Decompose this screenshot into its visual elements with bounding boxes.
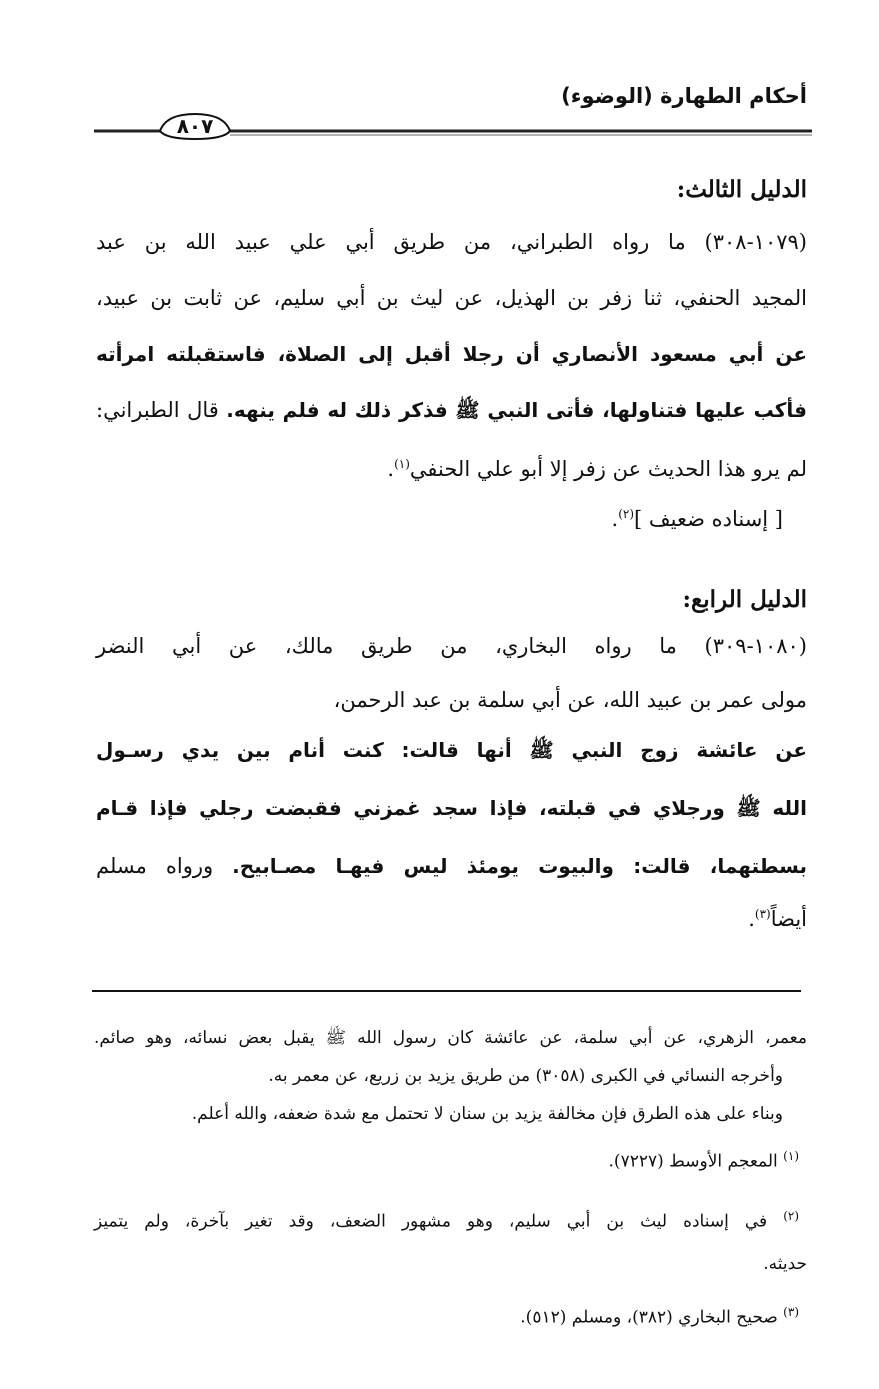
commentary-line xyxy=(387,444,807,484)
footnote-mark: (٣) xyxy=(783,1305,799,1319)
hadith-chain-line: (١٠٨٠-٣٠٩) ما رواه البخاري، من طريق مالك، عن أبي النضر xyxy=(96,634,807,658)
footnote-text: في إسناده ليث بن أبي سليم، وهو مشهور الضعف، وقد تغير بآخرة، ولم يتميز xyxy=(94,1211,768,1232)
footnote-3 xyxy=(520,1296,799,1328)
hadith-text-line: عن أبي مسعود الأنصاري أن رجلا أقبل إلى الصلاة، فاستقبلته امرأته xyxy=(96,342,807,366)
hadith-text-plain: قال الطبراني: xyxy=(96,398,227,422)
footnote-text: المعجم الأوسط (٧٢٢٧). xyxy=(608,1151,778,1172)
hadith-chain-line: (١٠٧٩-٣٠٨) ما رواه الطبراني، من طريق أبي علي عبيد الله بن عبد xyxy=(96,230,807,254)
footnote-1 xyxy=(609,1140,799,1172)
grading-text: [ إسناده ضعيف ] xyxy=(634,507,783,531)
hadith-text-bold: بسطتهما، قالت: والبيوت يومئذ ليس فيهـا مصـابيح. xyxy=(232,854,807,878)
footnote-separator xyxy=(92,990,801,992)
hadith-text-line xyxy=(96,390,807,430)
footnote-mark: (١) xyxy=(783,1149,799,1163)
running-title: أحكام الطهارة (الوضوء) xyxy=(561,84,807,108)
hadith-text-line: عن عائشة زوج النبي ﷺ أنها قالت: كنت أنام بين يدي رسـول xyxy=(96,738,807,762)
hadith-chain-line: مولى عمر بن عبيد الله، عن أبي سلمة بن عبد الرحمن، xyxy=(333,688,807,712)
commentary-text: لم يرو هذا الحديث عن زفر إلا أبو علي الحنفي xyxy=(409,457,807,481)
footnote-2-continuation: حديثه. xyxy=(763,1254,807,1274)
period: . xyxy=(387,457,395,481)
footnote-ref: (٣) xyxy=(754,907,771,921)
footnote-continuation-line: وبناء على هذه الطرق فإن مخالفة يزيد بن سنان لا تحتمل مع شدة ضعفه، والله أعلم. xyxy=(191,1104,783,1124)
section-heading-third: الدليل الثالث: xyxy=(676,176,807,203)
page-number: ٨٠٧ xyxy=(176,114,214,138)
footnote-ref: (٢) xyxy=(618,507,635,521)
footnote-mark: (٢) xyxy=(783,1209,800,1223)
section-heading-fourth: الدليل الرابع: xyxy=(682,586,807,613)
footnote-continuation-line: وأخرجه النسائي في الكبرى (٣٠٥٨) من طريق يزيد بن زريع، عن معمر به. xyxy=(268,1066,783,1086)
hadith-chain-line: المجيد الحنفي، ثنا زفر بن الهذيل، عن ليث بن أبي سليم، عن ثابت بن عبيد، xyxy=(96,286,807,310)
period: . xyxy=(748,907,755,931)
hadith-text-bold: فأكب عليها فتناولها، فأتى النبي ﷺ فذكر ذلك له فلم ينهه. xyxy=(226,398,807,422)
footnote-ref: (١) xyxy=(394,457,410,471)
commentary-line xyxy=(748,894,807,934)
grading-line xyxy=(612,494,783,534)
footnote-text: صحيح البخاري (٣٨٢)، ومسلم (٥١٢). xyxy=(520,1307,778,1328)
footnote-continuation-line: معمر، الزهري، عن أبي سلمة، عن عائشة كان رسول الله ﷺ يقبل بعض نسائه، وهو صائم. xyxy=(94,1028,807,1048)
hadith-text-plain: ورواه مسلم xyxy=(96,854,233,878)
hadith-text-line xyxy=(96,846,807,886)
commentary-text: أيضاً xyxy=(770,907,807,931)
period: . xyxy=(611,507,619,531)
footnote-2 xyxy=(94,1200,799,1232)
hadith-text-line: الله ﷺ ورجلاي في قبلته، فإذا سجد غمزني فقبضت رجلي فإذا قـام xyxy=(96,796,807,820)
